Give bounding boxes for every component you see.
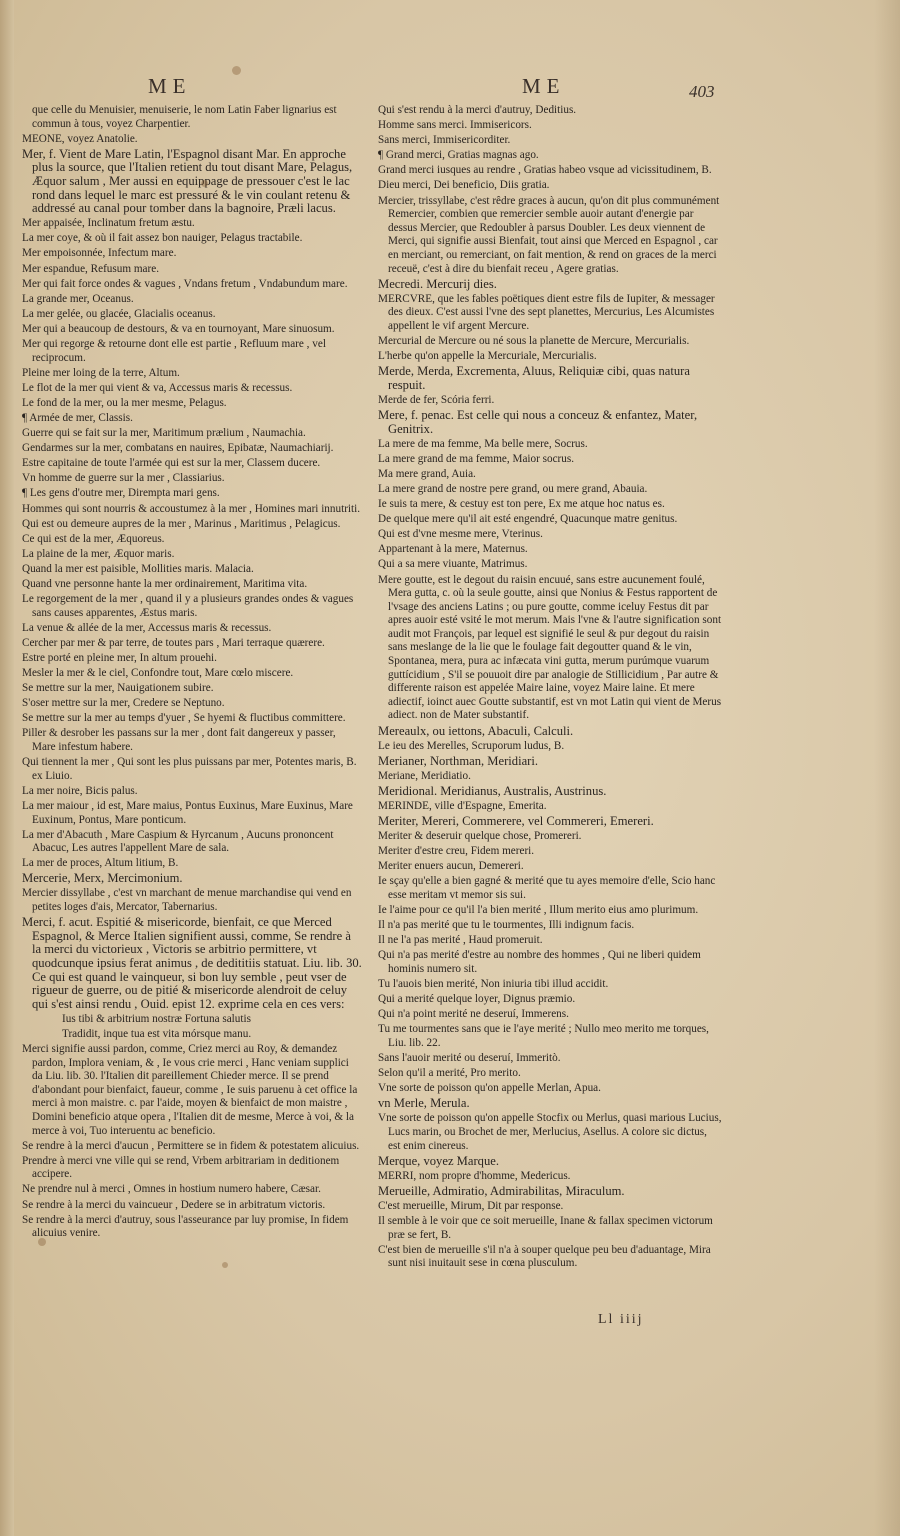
headword-entry: Mecredi. Mercurij dies. bbox=[378, 276, 497, 291]
dictionary-entry: Gendarmes sur la mer, combatans en nauires, Epibatæ, Naumachiarij. bbox=[22, 442, 334, 455]
left-column bbox=[22, 104, 362, 1242]
dictionary-entry: Mercier, trissyllabe, c'est rêdre graces à aucun, qu'on dit plus communément Remercier, combien que remercier semble auoir autant d'energie par dessus Mercier, que Redoubler à parsus Doubler. Les deux viennent de Merci, qui signifie aussi Bienfait, tout ainsi que Merced en Espagnol , car en merciant, ou remerciant, on fait mention, & rend on graces de la merci receuë, c'est à dire du bienfait receu , Agere gratias. bbox=[378, 194, 720, 275]
dictionary-entry: Grand merci iusques au rendre , Gratias habeo vsque ad vicissitudinem, B. bbox=[378, 164, 712, 177]
dictionary-entry: Pleine mer loing de la terre, Altum. bbox=[22, 366, 180, 379]
dictionary-entry: Il ne l'a pas merité , Haud promeruit. bbox=[378, 934, 543, 947]
dictionary-entry: Piller & desrober les passans sur la mer , dont fait dangereux y passer, Mare infestum habere. bbox=[22, 727, 336, 754]
ink-stain bbox=[38, 1238, 46, 1246]
dictionary-entry: Mere goutte, est le degout du raisin encuué, sans estre aucunement foulé, Mera gutta, c. où la seule goutte, ainsi que Nonius & Festus rapportent de l'vsage des anciens Latins ; ou pure goutte, comme iceluy Festus dit par apres auoir esté vsité le mot merum. Mais l'vne & l'autre signification sont audit mot François, par lequel est signifié le seul & pur degout du raisin sans meslange de la lie que le foulage fait degoutter quand & le vin, Spontanea, mera, pura ac infæcata vini gutta, merum purúmque vuarum guttícidium , S'il se pouuoit dire par analogie de Stillicidium , Par autre & differente raison est appelée Maire laine, voyez Maire laine. Et mere adiectif, ioinct auec Goutte substantif, est vn mot Latin qui vient de Merus adiect. non de Mater substantif. bbox=[378, 573, 722, 722]
dictionary-entry: Selon qu'il a merité, Pro merito. bbox=[378, 1067, 521, 1080]
dictionary-entry: La grande mer, Oceanus. bbox=[22, 292, 134, 305]
dictionary-entry: MEONE, voyez Anatolie. bbox=[22, 132, 138, 145]
dictionary-entry: Qui s'est rendu à la merci d'autruy, Deditius. bbox=[378, 104, 577, 116]
dictionary-entry: MERCVRE, que les fables poëtiques dient estre fils de Iupiter, & messager des dieux. C'est aussi l'vne des sept planettes, Mercurius, Les Alcumistes appellent le vif argent Mercure. bbox=[378, 292, 715, 332]
dictionary-entry: La mer gelée, ou glacée, Glacialis oceanus. bbox=[22, 307, 216, 320]
dictionary-entry: Vne sorte de poisson qu'on appelle Stocfix ou Merlus, quasi marious Lucius, Lucs marin, ou Brochet de mer, Merlucius, Asellus. A colore sic dictus, est enim cinereus. bbox=[378, 1112, 722, 1152]
dictionary-entry: Il n'a pas merité que tu le tourmentes, Illi indignum facis. bbox=[378, 919, 635, 932]
dictionary-entry: Qui tiennent la mer , Qui sont les plus puissans par mer, Potentes maris, B. ex Liuio. bbox=[22, 756, 357, 782]
dictionary-entry: Qui n'a pas merité d'estre au nombre des hommes , Qui ne liberi quidem hominis numero sit. bbox=[378, 949, 701, 976]
page-number: 403 bbox=[689, 82, 715, 101]
dictionary-entry: La mer noire, Bicis palus. bbox=[22, 784, 138, 797]
dictionary-entry: Mer espandue, Refusum mare. bbox=[22, 262, 160, 275]
dictionary-entry: Tradidit, inque tua est vita mórsque manu. bbox=[62, 1027, 252, 1040]
dictionary-entry: Meriter & deseruir quelque chose, Promereri. bbox=[378, 830, 582, 843]
dictionary-entry: La mer coye, & où il fait assez bon nauiger, Pelagus tractabile. bbox=[22, 232, 303, 245]
dictionary-entry: La plaine de la mer, Æquor maris. bbox=[22, 547, 175, 560]
dictionary-entry: Se rendre à la merci d'aucun , Permittere se in fidem & potestatem alicuius. bbox=[22, 1139, 360, 1152]
dictionary-entry: Le fond de la mer, ou la mer mesme, Pelagus. bbox=[22, 396, 227, 409]
dictionary-entry: Mer empoisonnée, Infectum mare. bbox=[22, 247, 177, 260]
dictionary-entry: S'oser mettre sur la mer, Credere se Neptuno. bbox=[22, 697, 225, 710]
dictionary-entry: Le flot de la mer qui vient & va, Accessus maris & recessus. bbox=[22, 381, 293, 394]
dictionary-entry: De quelque mere qu'il ait esté engendré, Quacunque matre genitus. bbox=[378, 513, 678, 526]
dictionary-entry: Ce qui est de la mer, Æquoreus. bbox=[22, 532, 165, 545]
dictionary-entry: Guerre qui se fait sur la mer, Maritimum prælium , Naumachia. bbox=[22, 427, 306, 440]
right-column bbox=[378, 104, 722, 1273]
dictionary-entry: ¶ Grand merci, Gratias magnas ago. bbox=[378, 149, 539, 162]
dictionary-entry: Mer qui regorge & retourne dont elle est partie , Refluum mare , vel reciprocum. bbox=[22, 338, 326, 364]
dictionary-entry: Homme sans merci. Immisericors. bbox=[378, 119, 532, 132]
dictionary-entry: Se rendre à la merci du vaincueur , Dedere se in arbitratum victoris. bbox=[22, 1198, 326, 1211]
ink-stain bbox=[232, 66, 241, 75]
dictionary-entry: que celle du Menuisier, menuiserie, le nom Latin Faber lignarius est commun à tous, voyez Charpentier. bbox=[32, 104, 337, 130]
dictionary-entry: Ie suis ta mere, & cestuy est ton pere, Ex me atque hoc natus es. bbox=[378, 498, 665, 511]
dictionary-entry: ¶ Les gens d'outre mer, Dirempta mari gens. bbox=[22, 487, 220, 500]
dictionary-entry: Se mettre sur la mer, Nauigationem subire. bbox=[22, 682, 214, 695]
dictionary-entry: Vn homme de guerre sur la mer , Classiarius. bbox=[22, 472, 225, 485]
dictionary-entry: Le regorgement de la mer , quand il y a plusieurs grandes ondes & vagues sans causes apparentes, Æstus maris. bbox=[22, 593, 354, 619]
headword-entry: vn Merle, Merula. bbox=[378, 1096, 470, 1111]
dictionary-entry: La mere grand de nostre pere grand, ou mere grand, Abauia. bbox=[378, 482, 648, 495]
headword-entry: Merianer, Northman, Meridiari. bbox=[378, 753, 539, 768]
dictionary-entry: La venue & allée de la mer, Accessus maris & recessus. bbox=[22, 621, 272, 634]
dictionary-entry: Meriter enuers aucun, Demereri. bbox=[378, 860, 524, 873]
dictionary-entry: Cercher par mer & par terre, de toutes pars , Mari terraque quærere. bbox=[22, 636, 325, 649]
dictionary-entry: Tu l'auois bien merité, Non iniuria tibi illud accidit. bbox=[378, 978, 609, 991]
dictionary-entry: Sans l'auoir merité ou deseruí, Immeritò. bbox=[378, 1052, 561, 1065]
dictionary-entry: Estre capitaine de toute l'armée qui est sur la mer, Classem ducere. bbox=[22, 457, 321, 470]
ink-stain bbox=[222, 1262, 228, 1268]
dictionary-entry: La mere grand de ma femme, Maior socrus. bbox=[378, 452, 575, 465]
dictionary-entry: Il semble à le voir que ce soit merueille, Inane & fallax specimen victorum præ se fert, B. bbox=[378, 1215, 713, 1241]
dictionary-entry: Merde de fer, Scória ferri. bbox=[378, 393, 495, 406]
dictionary-entry: Dieu merci, Dei beneficio, Diis gratia. bbox=[378, 179, 550, 192]
dictionary-entry: Se mettre sur la mer au temps d'yuer , Se hyemi & fluctibus committere. bbox=[22, 712, 346, 725]
headword-entry: Mere, f. penac. Est celle qui nous a conceuz & enfantez, Mater, Genitrix. bbox=[378, 407, 698, 436]
headword-entry: Merueille, Admiratio, Admirabilitas, Miraculum. bbox=[378, 1183, 625, 1198]
dictionary-entry: Ius tibi & arbitrium nostræ Fortuna salutis bbox=[62, 1012, 251, 1025]
left-running-head: ME bbox=[148, 74, 192, 98]
dictionary-entry: La mere de ma femme, Ma belle mere, Socrus. bbox=[378, 437, 588, 450]
dictionary-entry: Ie sçay qu'elle a bien gagné & merité que tu ayes memoire d'elle, Scio hanc esse meritam vt memor sis sui. bbox=[378, 875, 716, 902]
signature-mark: Ll iiij bbox=[598, 1312, 644, 1327]
dictionary-entry: Qui a merité quelque loyer, Dignus præmio. bbox=[378, 993, 576, 1006]
headword-entry: Meridional. Meridianus, Australis, Austrinus. bbox=[378, 783, 607, 798]
headword-entry: Mereaulx, ou iettons, Abaculi, Calculi. bbox=[378, 723, 574, 738]
dictionary-entry: La mer de proces, Altum litium, B. bbox=[22, 857, 179, 870]
dictionary-entry: Prendre à merci vne ville qui se rend, Vrbem arbitrariam in deditionem accipere. bbox=[22, 1154, 340, 1181]
headword-entry: Merde, Merda, Excrementa, Aluus, Reliquiæ cibi, quas natura respuit. bbox=[378, 364, 690, 392]
dictionary-entry: Ie l'aime pour ce qu'il l'a bien merité , Illum merito eius amo plurimum. bbox=[378, 904, 699, 917]
dictionary-entry: Qui est ou demeure aupres de la mer , Marinus , Maritimus , Pelagicus. bbox=[22, 517, 341, 530]
dictionary-entry: Meriter d'estre creu, Fidem mereri. bbox=[378, 845, 535, 858]
dictionary-entry: Qui n'a point merité ne deseruí, Immerens. bbox=[378, 1008, 569, 1021]
dictionary-entry: L'herbe qu'on appelle la Mercuriale, Mercurialis. bbox=[378, 350, 597, 363]
dictionary-entry: Mercier dissyllabe , c'est vn marchant de menue marchandise qui vend en petites loges d'ais, Mercator, Tabernarius. bbox=[22, 887, 352, 914]
dictionary-entry: Qui a sa mere viuante, Matrimus. bbox=[378, 558, 528, 571]
dictionary-entry: ¶ Armée de mer, Classis. bbox=[22, 411, 133, 424]
headword-entry: Merci, f. acut. Espitié & misericorde, bienfait, ce que Merced Espagnol, & Merce Italien signifient aussi, comme, Se rendre à la merci du victorieux , Victoris se arbitrio permittere, vt quodcunque ipsius ferat animus , de dedititiis statuat. Liu. lib. 30. Ce qui est quand le vainqueur, si bon luy semble , peut vser de rigueur de guerre, ou de pitié & misericorde alendroit de celuy qui s'est ainsi rendu , Ouid. epist 12. exprime cela en ces vers: bbox=[22, 915, 362, 1011]
dictionary-entry: Vne sorte de poisson qu'on appelle Merlan, Apua. bbox=[378, 1082, 601, 1095]
dictionary-entry: Se rendre à la merci d'autruy, sous l'asseurance par luy promise, In fidem alicuius venire. bbox=[22, 1213, 349, 1240]
page-edge-shadow bbox=[874, 0, 900, 1536]
dictionary-entry: Ma mere grand, Auia. bbox=[378, 467, 476, 480]
dictionary-entry: Le ieu des Merelles, Scruporum ludus, B. bbox=[378, 739, 565, 752]
dictionary-entry: Quand la mer est paisible, Mollities maris. Malacia. bbox=[22, 562, 254, 575]
dictionary-entry: Mer appaisée, Inclinatum fretum æstu. bbox=[22, 217, 195, 230]
dictionary-entry: Mesler la mer & le ciel, Confondre tout, Mare cœlo miscere. bbox=[22, 667, 294, 680]
dictionary-entry: Mer qui fait force ondes & vagues , Vndans fretum , Vndabundum mare. bbox=[22, 277, 348, 290]
ink-stain bbox=[201, 180, 208, 187]
headword-entry: Mer, f. Vient de Mare Latin, l'Espagnol disant Mar. En approche plus la source, que l'Italien retient du tout disant Mare, Pelagus, Æquor salum , Mer aussi en equippage de pressouer c'est le lac rond dans lequel le marc est pressuré & le vin coulant retenu & addressé au canal pour tomber dans la bagnoire, Præli lacus. bbox=[22, 146, 353, 216]
dictionary-entry: Quand vne personne hante la mer ordinairement, Maritima vita. bbox=[22, 578, 308, 590]
dictionary-entry: Appartenant à la mere, Maternus. bbox=[378, 543, 528, 556]
binding-gutter bbox=[0, 0, 14, 1536]
dictionary-entry: Hommes qui sont nourris & accoustumez à la mer , Homines mari innutriti. bbox=[22, 502, 361, 515]
dictionary-entry: C'est bien de merueille s'il n'a à souper quelque peu beu d'aduantage, Mira sunt nisi inuitauit sese in cœna plusculum. bbox=[378, 1243, 711, 1270]
dictionary-entry: Meriane, Meridiatio. bbox=[378, 769, 471, 782]
dictionary-entry: Estre porté en pleine mer, In altum prouehi. bbox=[22, 651, 217, 664]
right-running-head: ME bbox=[522, 74, 566, 98]
dictionary-entry: MERINDE, ville d'Espagne, Emerita. bbox=[378, 800, 547, 812]
dictionary-entry: La mer maiour , id est, Mare maius, Pontus Euxinus, Mare Euxinus, Mare Euxinum, Pontus, Mare ponticum. bbox=[22, 799, 353, 826]
dictionary-entry: Qui est d'vne mesme mere, Vterinus. bbox=[378, 528, 543, 541]
headword-entry: Merque, voyez Marque. bbox=[378, 1153, 499, 1168]
dictionary-entry: Tu me tourmentes sans que ie l'aye merité ; Nullo meo merito me torques, Liu. lib. 22. bbox=[378, 1023, 709, 1049]
dictionary-entry: Mer qui a beaucoup de destours, & va en tournoyant, Mare sinuosum. bbox=[22, 322, 335, 335]
headword-entry: Mercerie, Merx, Mercimonium. bbox=[22, 871, 183, 886]
dictionary-entry: La mer d'Abacuth , Mare Caspium & Hyrcanum , Aucuns prononcent Abacuc, Les autres l'appellent Mare de sala. bbox=[22, 828, 334, 855]
dictionary-entry: Merci signifie aussi pardon, comme, Criez merci au Roy, & demandez pardon, Implora veniam, & , Ie vous crie merci , Hanc veniam supplici da Liu. lib. 30. l'Italien dit pareillement Chieder merce. Il se prend d'abondant pour bienfaict, faueur, comme , Ie suis paruenu à cet office la merci à mon maistre. c. par l'aide, moyen & bienfaict de mon maistre , Domini beneficio atque opera , l'Italien dit de mesme, Merce à voi, & la merce à voi, Tuo interuentu ac beneficio. bbox=[22, 1043, 358, 1137]
dictionary-entry: Ne prendre nul à merci , Omnes in hostium numero habere, Cæsar. bbox=[22, 1183, 321, 1196]
headword-entry: Meriter, Mereri, Commerere, vel Commereri, Emereri. bbox=[378, 814, 654, 829]
dictionary-entry: MERRI, nom propre d'homme, Medericus. bbox=[378, 1169, 571, 1182]
dictionary-entry: Mercurial de Mercure ou né sous la planette de Mercure, Mercurialis. bbox=[378, 335, 690, 347]
dictionary-entry: C'est merueille, Mirum, Dit par response. bbox=[378, 1200, 564, 1213]
dictionary-entry: Sans merci, Immisericorditer. bbox=[378, 134, 511, 147]
